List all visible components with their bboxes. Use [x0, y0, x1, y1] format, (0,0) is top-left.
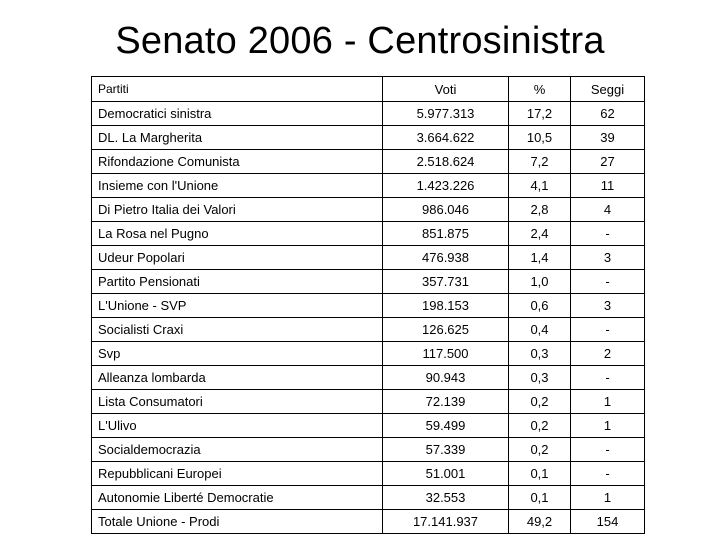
table-row — [92, 294, 645, 318]
party-name-cell: Rifondazione Comunista — [92, 150, 383, 174]
seats-cell: 1 — [571, 414, 645, 438]
table-row — [92, 486, 645, 510]
percent-cell: 7,2 — [509, 150, 571, 174]
percent-cell: 0,2 — [509, 390, 571, 414]
party-name-cell: Udeur Popolari — [92, 246, 383, 270]
seats-cell: 1 — [571, 486, 645, 510]
percent-cell: 0,3 — [509, 342, 571, 366]
party-name-cell: Democratici sinistra — [92, 102, 383, 126]
table-header-row — [92, 77, 645, 102]
table-row — [92, 198, 645, 222]
votes-cell: 1.423.226 — [383, 174, 509, 198]
votes-cell: 72.139 — [383, 390, 509, 414]
percent-cell: 0,2 — [509, 438, 571, 462]
seats-cell: 39 — [571, 126, 645, 150]
party-name-cell: Alleanza lombarda — [92, 366, 383, 390]
table-row — [92, 222, 645, 246]
percent-cell: 0,1 — [509, 462, 571, 486]
table-body — [92, 102, 645, 534]
party-name-cell: L'Unione - SVP — [92, 294, 383, 318]
table-row — [92, 174, 645, 198]
percent-cell: 1,4 — [509, 246, 571, 270]
percent-cell: 0,6 — [509, 294, 571, 318]
column-header-percent: % — [509, 77, 571, 102]
percent-cell: 0,1 — [509, 486, 571, 510]
table-row — [92, 462, 645, 486]
party-name-cell: Partito Pensionati — [92, 270, 383, 294]
column-header-partiti: Partiti — [92, 77, 383, 102]
seats-cell: - — [571, 318, 645, 342]
seats-cell: 4 — [571, 198, 645, 222]
party-name-cell: Di Pietro Italia dei Valori — [92, 198, 383, 222]
seats-cell: - — [571, 222, 645, 246]
percent-cell: 4,1 — [509, 174, 571, 198]
results-table — [91, 76, 645, 534]
party-name-cell: Svp — [92, 342, 383, 366]
percent-cell: 17,2 — [509, 102, 571, 126]
votes-cell: 5.977.313 — [383, 102, 509, 126]
percent-cell: 49,2 — [509, 510, 571, 534]
votes-cell: 126.625 — [383, 318, 509, 342]
party-name-cell: L'Ulivo — [92, 414, 383, 438]
column-header-voti: Voti — [383, 77, 509, 102]
table-row — [92, 270, 645, 294]
percent-cell: 0,4 — [509, 318, 571, 342]
votes-cell: 986.046 — [383, 198, 509, 222]
page-title: Senato 2006 - Centrosinistra — [115, 20, 605, 62]
seats-cell: 27 — [571, 150, 645, 174]
party-name-cell: Repubblicani Europei — [92, 462, 383, 486]
party-name-cell: Socialisti Craxi — [92, 318, 383, 342]
votes-cell: 198.153 — [383, 294, 509, 318]
votes-cell: 3.664.622 — [383, 126, 509, 150]
table-row — [92, 510, 645, 534]
table-row — [92, 318, 645, 342]
seats-cell: - — [571, 366, 645, 390]
party-name-cell: La Rosa nel Pugno — [92, 222, 383, 246]
party-name-cell: Insieme con l'Unione — [92, 174, 383, 198]
party-name-cell: Lista Consumatori — [92, 390, 383, 414]
party-name-cell: Socialdemocrazia — [92, 438, 383, 462]
seats-cell: 3 — [571, 246, 645, 270]
table-row — [92, 438, 645, 462]
seats-cell: - — [571, 438, 645, 462]
votes-cell: 117.500 — [383, 342, 509, 366]
party-name-cell: Totale Unione - Prodi — [92, 510, 383, 534]
table-row — [92, 150, 645, 174]
table-row — [92, 414, 645, 438]
seats-cell: 154 — [571, 510, 645, 534]
percent-cell: 0,3 — [509, 366, 571, 390]
table-row — [92, 366, 645, 390]
seats-cell: 1 — [571, 390, 645, 414]
seats-cell: - — [571, 462, 645, 486]
party-name-cell: Autonomie Liberté Democratie — [92, 486, 383, 510]
votes-cell: 32.553 — [383, 486, 509, 510]
votes-cell: 51.001 — [383, 462, 509, 486]
percent-cell: 10,5 — [509, 126, 571, 150]
column-header-seggi: Seggi — [571, 77, 645, 102]
table-row — [92, 246, 645, 270]
seats-cell: 2 — [571, 342, 645, 366]
percent-cell: 2,4 — [509, 222, 571, 246]
votes-cell: 90.943 — [383, 366, 509, 390]
percent-cell: 2,8 — [509, 198, 571, 222]
table-row — [92, 102, 645, 126]
votes-cell: 476.938 — [383, 246, 509, 270]
votes-cell: 17.141.937 — [383, 510, 509, 534]
seats-cell: 62 — [571, 102, 645, 126]
percent-cell: 1,0 — [509, 270, 571, 294]
table-row — [92, 342, 645, 366]
seats-cell: 11 — [571, 174, 645, 198]
votes-cell: 2.518.624 — [383, 150, 509, 174]
votes-cell: 851.875 — [383, 222, 509, 246]
votes-cell: 357.731 — [383, 270, 509, 294]
votes-cell: 59.499 — [383, 414, 509, 438]
table-row — [92, 126, 645, 150]
percent-cell: 0,2 — [509, 414, 571, 438]
seats-cell: 3 — [571, 294, 645, 318]
party-name-cell: DL. La Margherita — [92, 126, 383, 150]
table-row — [92, 390, 645, 414]
seats-cell: - — [571, 270, 645, 294]
votes-cell: 57.339 — [383, 438, 509, 462]
